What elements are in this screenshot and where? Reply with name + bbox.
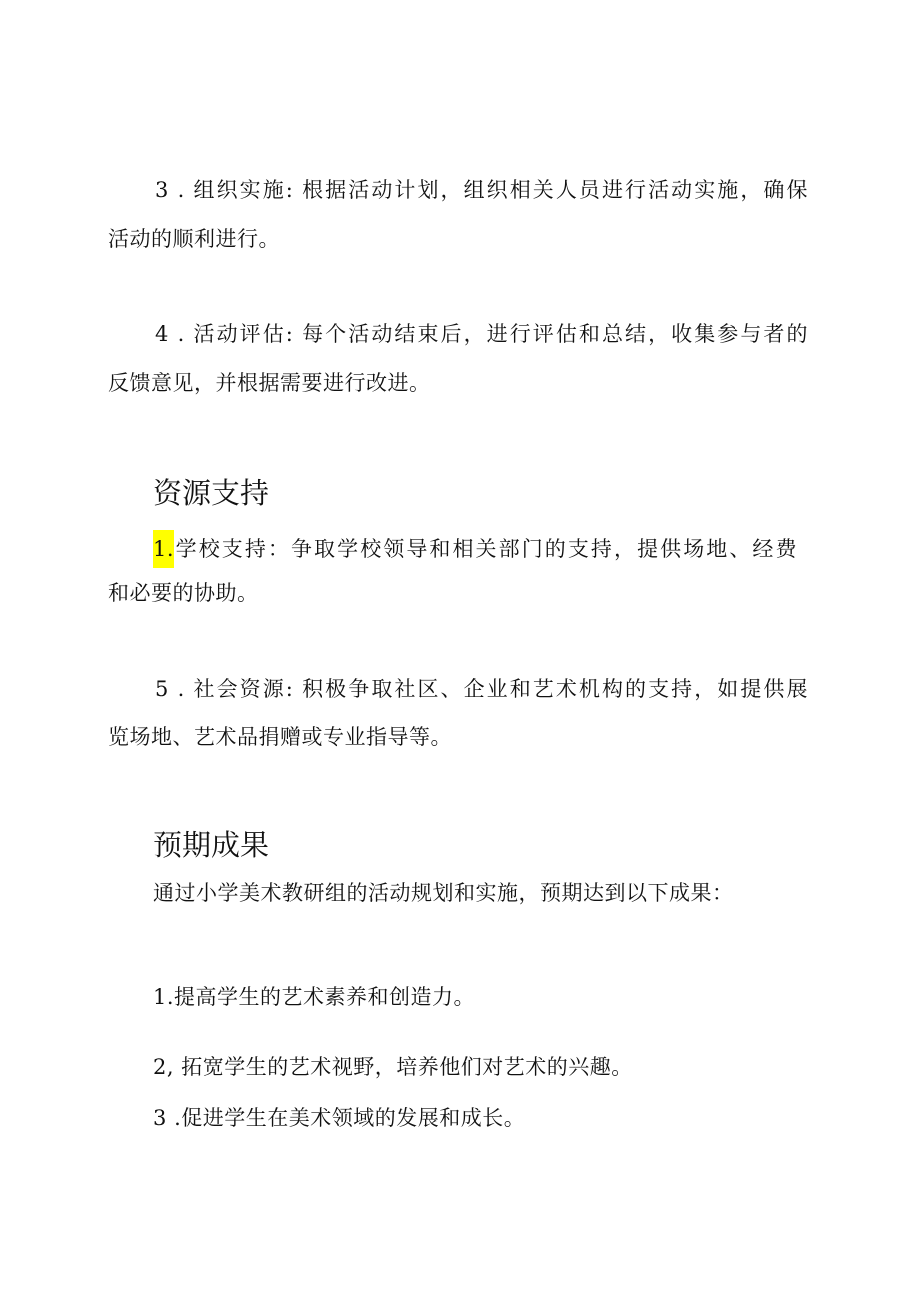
- expected-results-intro: 通过小学美术教研组的活动规划和实施，预期达到以下成果：: [153, 881, 734, 905]
- item-text: . 社会资源: 积极争取社区、企业和艺术机构的支持，如提供展: [177, 677, 808, 701]
- resource-support-heading: 资源支持: [153, 476, 270, 510]
- item-text: .促进学生在美术领域的发展和成长。: [174, 1106, 526, 1130]
- expected-results-heading: 预期成果: [153, 828, 270, 862]
- expected-result-item-2: 2, 拓宽学生的艺术视野，培养他们对艺术的兴趣。: [153, 1055, 633, 1079]
- expected-result-item-3: [153, 1103, 525, 1133]
- item-number: 3: [155, 178, 169, 202]
- expected-result-item-1: 1.提高学生的艺术素养和创造力。: [153, 985, 476, 1009]
- item-text: . 活动评估: 每个活动结束后，进行评估和总结，收集参与者的: [177, 322, 808, 346]
- implementation-item-4-line-1: [155, 319, 808, 349]
- implementation-item-4-line-2: 反馈意见，并根据需要进行改进。: [108, 371, 431, 395]
- resource-item-5-line-1: [155, 674, 808, 704]
- item-text: 学校支持：争取学校领导和相关部门的支持，提供场地、经费: [174, 537, 797, 561]
- item-text: . 组织实施: 根据活动计划，组织相关人员进行活动实施，确保: [177, 178, 808, 202]
- item-number: 4: [155, 322, 169, 346]
- item-number: 5: [155, 677, 169, 701]
- item-number: 3: [153, 1106, 167, 1130]
- highlighted-item-number: 1.: [153, 530, 174, 568]
- resource-item-1-line-1: [153, 530, 797, 568]
- resource-item-5-line-2: 览场地、艺术品捐赠或专业指导等。: [108, 725, 452, 749]
- implementation-item-3-line-2: 活动的顺利进行。: [108, 227, 280, 251]
- implementation-item-3-line-1: [155, 175, 808, 205]
- resource-item-1-line-2: 和必要的协助。: [108, 581, 259, 605]
